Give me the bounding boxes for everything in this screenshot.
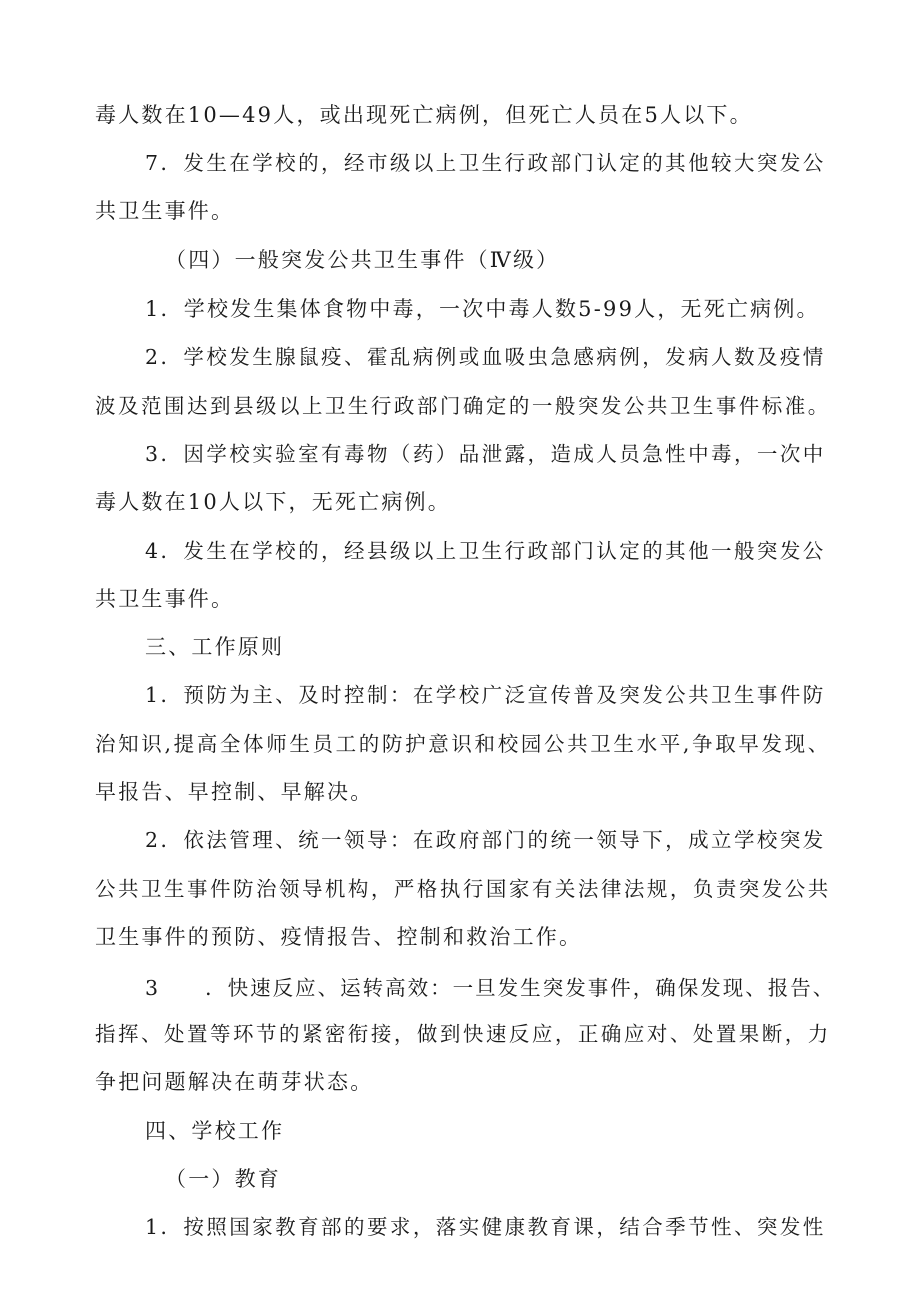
section-heading: 三、工作原则 [145,635,285,659]
section-heading: 四、学校工作 [145,1119,285,1143]
text-line: 指挥、处置等环节的紧密衔接，做到快速反应，正确应对、处置果断，力 [95,1022,830,1046]
text-line: 争把问题解决在萌芽状态。 [95,1070,374,1094]
text-line: 毒人数在10人以下，无死亡病例。 [95,490,451,514]
text-line: 2．学校发生腺鼠疫、霍乱病例或血吸虫急感病例，发病人数及疫情 [145,345,825,369]
section-heading: （四）一般突发公共卫生事件（Ⅳ级） [165,248,560,272]
text-line: 共卫生事件。 [95,199,235,223]
text-line: 1．预防为主、及时控制：在学校广泛宣传普及突发公共卫生事件防 [145,683,825,707]
text-line: 3 ．快速反应、运转高效：一旦发生突发事件，确保发现、报告、 [145,976,835,1000]
text-line: 2．依法管理、统一领导：在政府部门的统一领导下，成立学校突发 [145,828,825,852]
section-heading: （一）教育 [165,1167,281,1191]
text-line: 治知识,提高全体师生员工的防护意识和校园公共卫生水平,争取早发现、 [95,732,830,756]
text-line: 4．发生在学校的，经县级以上卫生行政部门认定的其他一般突发公 [145,539,825,563]
text-line: 3．因学校实验室有毒物（药）品泄露，造成人员急性中毒，一次中 [145,442,825,466]
text-line: 卫生事件的预防、疫情报告、控制和救治工作。 [95,925,583,949]
text-line: 1．学校发生集体食物中毒，一次中毒人数5-99人，无死亡病例。 [145,297,820,321]
text-line: 7．发生在学校的，经市级以上卫生行政部门认定的其他较大突发公 [145,151,825,175]
text-line: 毒人数在10—49人，或出现死亡病例，但死亡人员在5人以下。 [95,103,753,127]
text-line: 1．按照国家教育部的要求，落实健康教育课，结合季节性、突发性 [145,1215,825,1239]
text-line: 共卫生事件。 [95,587,235,611]
text-line: 波及范围达到县级以上卫生行政部门确定的一般突发公共卫生事件标准。 [95,394,830,418]
text-line: 公共卫生事件防治领导机构，严格执行国家有关法律法规，负责突发公共 [95,877,830,901]
text-line: 早报告、早控制、早解决。 [95,780,374,804]
